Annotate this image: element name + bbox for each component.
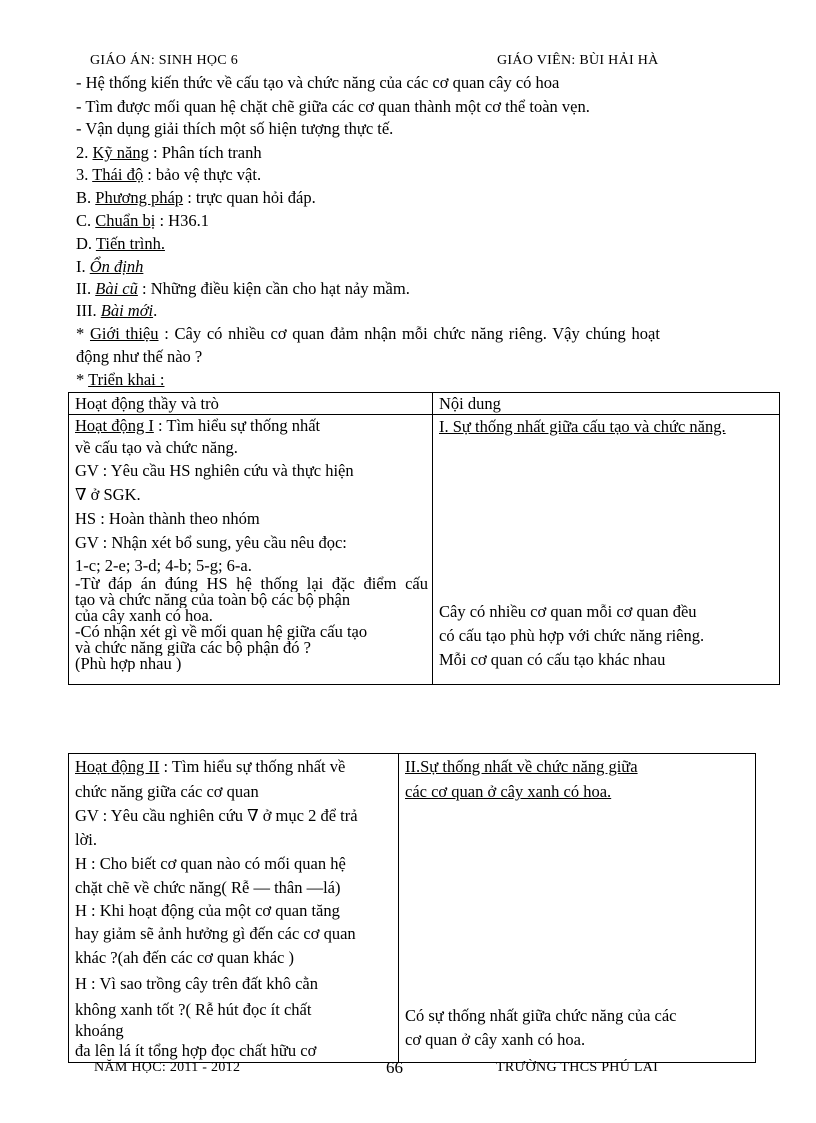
activity-2-label: Hoạt động II — [75, 757, 160, 776]
header-left: GIÁO ÁN: SINH HỌC 6 — [90, 53, 239, 68]
table-head-left: Hoạt động thầy và trò — [69, 393, 433, 415]
activity-2-heading — [75, 754, 398, 780]
prep-line — [76, 210, 209, 232]
table1-left-line: về cấu tạo và chức năng. — [75, 438, 238, 457]
attitude-line — [76, 164, 261, 186]
new-lesson-line — [76, 300, 157, 322]
footer-school-year: NĂM HỌC: 2011 - 2012 — [94, 1060, 241, 1075]
attitude-text: : bảo vệ thực vật. — [143, 165, 262, 184]
skill-text: : Phân tích tranh — [148, 143, 262, 162]
table1-right-line: có cấu tạo phù hợp với chức năng riêng. — [439, 626, 705, 645]
table-head-right: Nội dung — [433, 393, 780, 415]
intro-star: * — [76, 324, 90, 343]
table2-left-line: GV : Yêu cầu nghiên cứu ∇ ở mục 2 để trả — [75, 806, 358, 825]
section-2-title-cont: các cơ quan ở cây xanh có hoa. — [405, 782, 612, 801]
deploy-label: Triển khai : — [88, 370, 165, 389]
table1-left-line: GV : Yêu cầu HS nghiên cứu và thực hiện — [75, 461, 354, 480]
table1-left-line: HS : Hoàn thành theo nhóm — [75, 509, 260, 528]
section-2-title: II.Sự thống nhất về chức năng giữa — [405, 757, 638, 776]
table1-right-line: Mỗi cơ quan có cấu tạo khác nhau — [439, 650, 666, 669]
table1-left-line: GV : Nhận xét bổ sung, yêu cầu nêu đọc: — [75, 533, 347, 552]
intro-line: - Vận dụng giải thích một số hiện tượng thực tế. — [76, 119, 394, 138]
stable-line — [76, 256, 143, 278]
old-text: : Những điều kiện cần cho hạt nảy mầm. — [137, 279, 410, 298]
intro-line: - Hệ thống kiến thức về cấu tạo và chức năng của các cơ quan cây có hoa — [76, 73, 560, 92]
intro-paragraph-cont: động như thế nào ? — [76, 347, 203, 366]
table1-left-small: tạo và chức năng của toàn bộ các bộ phận — [75, 592, 351, 608]
table2-left-line: khoáng — [75, 1022, 124, 1040]
table1-left-small: của cây xanh có hoa. — [75, 608, 213, 624]
page-number: 66 — [386, 1058, 403, 1077]
new-text: . — [153, 301, 158, 320]
table2-right-line: cơ quan ở cây xanh có hoa. — [405, 1030, 586, 1049]
attitude-num: 3. — [76, 165, 93, 184]
table1-left-cell — [69, 415, 433, 685]
method-label: Phương pháp — [95, 188, 184, 207]
footer-school: TRƯỜNG THCS PHÚ LAI — [496, 1060, 659, 1075]
table2-left-line: khác ?(ah đến các cơ quan khác ) — [75, 948, 294, 967]
new-num: III. — [76, 301, 101, 320]
intro-label: Giới thiệu — [89, 324, 159, 343]
prep-num: C. — [76, 211, 96, 230]
table2-left-line: chặt chẽ về chức năng( Rễ — thân —lá) — [75, 878, 341, 897]
table1-left-line: 1-c; 2-e; 3-d; 4-b; 5-g; 6-a. — [75, 556, 252, 575]
deploy-star: * — [76, 370, 89, 389]
table1-left-small: và chức năng giữa các bộ phận đó ? — [75, 640, 311, 656]
table1-right-cell — [433, 415, 780, 685]
prep-label: Chuẩn bị — [95, 211, 156, 230]
table2-left-line: đa lên lá ít tổng hợp đọc chất hữu cơ — [75, 1041, 317, 1060]
method-num: B. — [76, 188, 96, 207]
method-text: : trực quan hỏi đáp. — [183, 188, 316, 207]
table2-right-line: Có sự thống nhất giữa chức năng của các — [405, 1006, 677, 1025]
prep-text: : H36.1 — [155, 211, 209, 230]
skill-label: Kỹ năng — [92, 143, 149, 162]
deploy-line — [76, 369, 164, 391]
table2-left-line: lời. — [75, 830, 98, 849]
stable-num: I. — [76, 257, 90, 276]
table1-left-small: (Phù hợp nhau ) — [75, 656, 182, 672]
table2-left-cell — [69, 754, 399, 1063]
activity-table-1 — [68, 392, 780, 685]
table2-left-line: H : Khi hoạt động của một cơ quan tăng — [75, 901, 340, 920]
table2-left-line: H : Vì sao trồng cây trên đất khô cằn — [75, 974, 319, 993]
header-right: GIÁO VIÊN: BÙI HẢI HÀ — [497, 53, 659, 68]
section-1-title: I. Sự thống nhất giữa cấu tạo và chức năng. — [439, 417, 726, 436]
activity-1-heading — [75, 415, 432, 437]
new-label: Bài mới — [100, 301, 154, 320]
old-num: II. — [76, 279, 96, 298]
process-line — [76, 233, 165, 255]
old-lesson-line — [76, 278, 410, 300]
table1-left-small: -Có nhận xét gì về mối quan hệ giữa cấu tạo — [75, 624, 368, 640]
skill-num: 2. — [76, 143, 93, 162]
table2-left-line: không xanh tốt ?( Rễ hút đọc ít chất — [75, 1000, 312, 1019]
table1-left-line: ∇ ở SGK. — [75, 485, 141, 504]
table2-left-line: chức năng giữa các cơ quan — [75, 782, 259, 801]
activity-2-title: : Tìm hiểu sự thống nhất về — [159, 757, 346, 776]
intro-text: : Cây có nhiều cơ quan đảm nhận mỗi chức năng riêng. Vậy chúng hoạt — [158, 324, 660, 343]
method-line — [76, 187, 316, 209]
table1-right-line: Cây có nhiều cơ quan mỗi cơ quan đều — [439, 602, 697, 621]
process-label: Tiến trình. — [95, 234, 165, 253]
attitude-label: Thái độ — [92, 165, 144, 184]
table2-left-line: H : Cho biết cơ quan nào có mối quan hệ — [75, 854, 346, 873]
intro-line: - Tìm được mối quan hệ chặt chẽ giữa các cơ quan thành một cơ thể toàn vẹn. — [76, 97, 590, 116]
process-num: D. — [76, 234, 96, 253]
stable-label: Ổn định — [89, 257, 144, 276]
activity-table-2 — [68, 753, 756, 1063]
table1-left-small: -Từ đáp án đúng HS hệ thống lại đặc điểm cấu — [75, 576, 428, 592]
activity-1-label: Hoạt động I — [75, 416, 154, 435]
intro-paragraph — [76, 323, 660, 345]
table2-right-cell — [399, 754, 756, 1063]
old-label: Bài cũ — [95, 279, 138, 298]
table2-left-line: hay giảm sẽ ảnh hưởng gì đến các cơ quan — [75, 924, 356, 943]
activity-1-title: : Tìm hiểu sự thống nhất — [153, 416, 321, 435]
skill-line — [76, 142, 262, 164]
